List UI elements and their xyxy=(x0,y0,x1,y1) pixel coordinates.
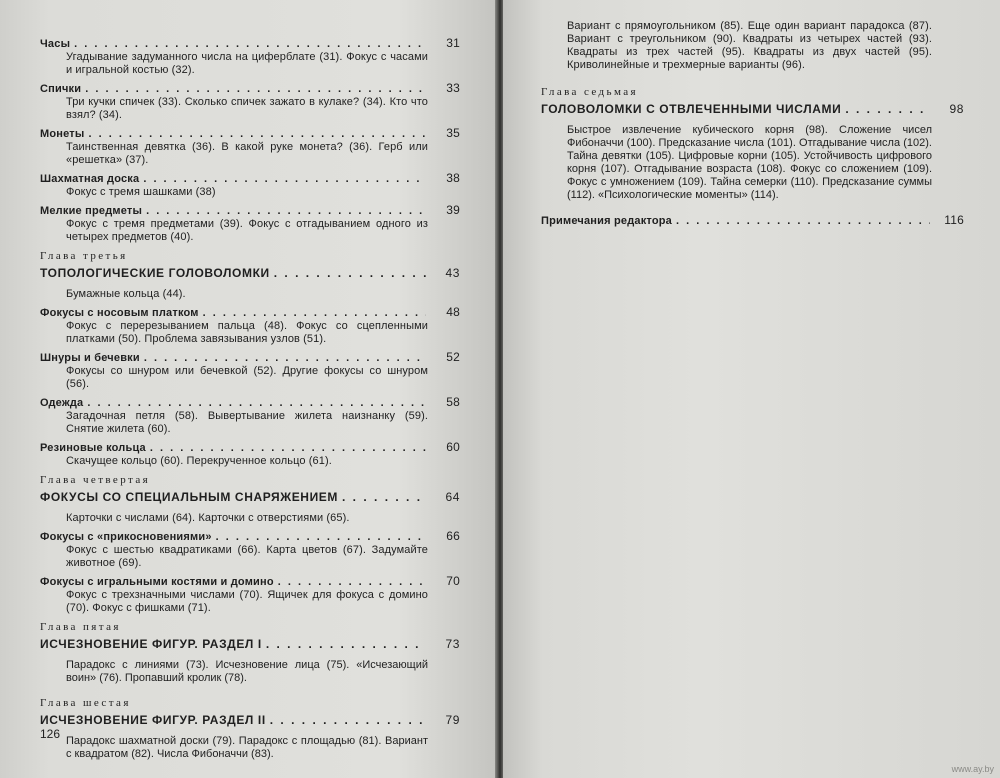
entry-page: 70 xyxy=(446,574,460,588)
entry-title: Монеты xyxy=(40,128,85,140)
dot-leader xyxy=(88,128,426,141)
chapter-title: ТОПОЛОГИЧЕСКИЕ ГОЛОВОЛОМКИ xyxy=(40,266,270,280)
entry-description: Таинственная девятка (36). В какой руке монета? (36). Герб или «решетка» (37). xyxy=(66,141,428,166)
entry-title: Одежда xyxy=(40,397,84,409)
chapter-label: Глава шестая xyxy=(40,697,131,709)
chapter-description: Парадокс шахматной доски (79). Парадокс с площадью (81). Вариант с квадратом (82). Числа Фибоначчи (83). xyxy=(66,735,428,760)
chapter-title: ГОЛОВОЛОМКИ С ОТВЛЕЧЕННЫМИ ЧИСЛАМИ xyxy=(541,102,842,116)
right-toc xyxy=(503,0,964,228)
left-toc xyxy=(0,0,460,773)
dot-leader xyxy=(216,531,426,544)
dot-leader xyxy=(74,38,426,51)
chapter-label: Глава пятая xyxy=(40,621,121,633)
toc-entry xyxy=(40,575,460,615)
chapter-page: 43 xyxy=(445,266,460,280)
toc-entry xyxy=(40,172,460,199)
entry-description: Фокусы со шнуром или бечевкой (52). Другие фокусы со шнуром (56). xyxy=(66,365,428,390)
toc-entry xyxy=(40,127,460,167)
chapter-title-line xyxy=(40,713,460,728)
right-page xyxy=(503,0,1000,778)
chapter-page: 79 xyxy=(445,713,460,727)
entry-page: 52 xyxy=(446,350,460,364)
entry-description: Загадочная петля (58). Вывертывание жилета наизнанку (59). Снятие жилета (60). xyxy=(66,410,428,435)
chapter-title: ИСЧЕЗНОВЕНИЕ ФИГУР. РАЗДЕЛ I xyxy=(40,637,262,651)
entry-page: 60 xyxy=(446,440,460,454)
chapter-description: Быстрое извлечение кубического корня (98). Сложение чисел Фибоначчи (100). Предсказание числа (101). Отгадывание числа (102). Тайна девятки (105). Цифровые корни (105). Устойчивость цифрового корня (107). Отгадывание возраста (108). Фокус со сложением (109). Фокус с умножением (109). Тайна семерки (110). Предсказание суммы (112). «Психологические моменты» (114). xyxy=(567,124,932,201)
entry-description: Фокус с тремя предметами (39). Фокус с отгадыванием одного из четырех предметов (40). xyxy=(66,218,428,243)
dot-leader xyxy=(278,576,426,589)
chapter-title: ИСЧЕЗНОВЕНИЕ ФИГУР. РАЗДЕЛ II xyxy=(40,713,266,727)
toc-entry xyxy=(40,396,460,436)
dot-leader xyxy=(85,83,426,96)
dot-leader xyxy=(143,173,426,186)
entry-page: 66 xyxy=(446,529,460,543)
chapter-title-line xyxy=(40,637,460,652)
toc-entry xyxy=(40,82,460,122)
entry-description: Фокус с тремя шашками (38) xyxy=(66,186,216,198)
dot-leader xyxy=(87,397,426,410)
left-page xyxy=(0,0,497,778)
chapter-label: Глава седьмая xyxy=(541,86,638,98)
entry-title: Резиновые кольца xyxy=(40,442,146,454)
entry-title: Часы xyxy=(40,38,71,50)
chapter-title: ФОКУСЫ СО СПЕЦИАЛЬНЫМ СНАРЯЖЕНИЕМ xyxy=(40,490,339,504)
toc-entry xyxy=(40,351,460,391)
chapter-label: Глава четвертая xyxy=(40,474,151,486)
entry-page: 38 xyxy=(446,171,460,185)
dot-leader xyxy=(676,215,930,228)
dot-leader xyxy=(266,637,426,652)
dot-leader xyxy=(845,102,930,117)
entry-title: Шнуры и бечевки xyxy=(40,352,140,364)
dot-leader xyxy=(144,352,426,365)
entry-page: 48 xyxy=(446,305,460,319)
notes-page: 116 xyxy=(944,213,964,227)
toc-entry xyxy=(40,37,460,77)
dot-leader xyxy=(270,713,426,728)
notes-line xyxy=(541,214,964,228)
chapter-description: Карточки с числами (64). Карточки с отверстиями (65). xyxy=(66,512,350,524)
chapter-page: 73 xyxy=(445,637,460,651)
watermark: www.ay.by xyxy=(951,764,994,774)
dot-leader xyxy=(203,307,426,320)
dot-leader xyxy=(274,266,426,281)
entry-description: Три кучки спичек (33). Сколько спичек зажато в кулаке? (34). Кто что взял? (34). xyxy=(66,96,428,121)
notes-title: Примечания редактора xyxy=(541,215,672,227)
entry-description: Скачущее кольцо (60). Перекрученное кольцо (61). xyxy=(66,455,332,467)
entry-title: Фокусы с «прикосновениями» xyxy=(40,531,212,543)
entry-page: 35 xyxy=(446,126,460,140)
continued-description: Вариант с прямоугольником (85). Еще один вариант парадокса (87). Вариант с треугольником (90). Квадраты из четырех частей (93). Квадраты из трех частей (95). Квадраты из двух частей (95). Криволинейные и трехмерные варианты (96). xyxy=(567,20,932,71)
chapter-page: 64 xyxy=(445,490,460,504)
toc-entry xyxy=(40,204,460,244)
chapter-title-line xyxy=(40,266,460,281)
entry-page: 33 xyxy=(446,81,460,95)
entry-title: Фокусы с носовым платком xyxy=(40,307,199,319)
entry-description: Фокус с перерезыванием пальца (48). Фокус со сцепленными платками (50). Проблема завязывания узлов (51). xyxy=(66,320,428,345)
toc-entry xyxy=(40,306,460,346)
dot-leader xyxy=(342,490,426,505)
chapter-title-line xyxy=(541,102,964,117)
entry-page: 31 xyxy=(446,36,460,50)
entry-description: Фокус с трехзначными числами (70). Ящичек для фокуса с домино (70). Фокус с фишками (71). xyxy=(66,589,428,614)
entry-title: Шахматная доска xyxy=(40,173,140,185)
chapter-label: Глава третья xyxy=(40,250,128,262)
entry-description: Фокус с шестью квадратиками (66). Карта цветов (67). Задумайте животное (69). xyxy=(66,544,428,569)
entry-title: Спички xyxy=(40,83,82,95)
chapter-description: Бумажные кольца (44). xyxy=(66,288,186,300)
dot-leader xyxy=(150,442,426,455)
entry-title: Мелкие предметы xyxy=(40,205,143,217)
page-number: 126 xyxy=(40,727,61,741)
entry-description: Угадывание задуманного числа на циферблате (31). Фокус с часами и игральной костью (32). xyxy=(66,51,428,76)
toc-entry xyxy=(40,441,460,468)
toc-entry xyxy=(40,530,460,570)
chapter-page: 98 xyxy=(949,102,964,116)
chapter-description: Парадокс с линиями (73). Исчезновение лица (75). «Исчезающий воин» (76). Пропавший кролик (78). xyxy=(66,659,428,684)
entry-page: 58 xyxy=(446,395,460,409)
chapter-title-line xyxy=(40,490,460,505)
entry-page: 39 xyxy=(446,203,460,217)
entry-title: Фокусы с игральными костями и домино xyxy=(40,576,274,588)
dot-leader xyxy=(146,205,426,218)
